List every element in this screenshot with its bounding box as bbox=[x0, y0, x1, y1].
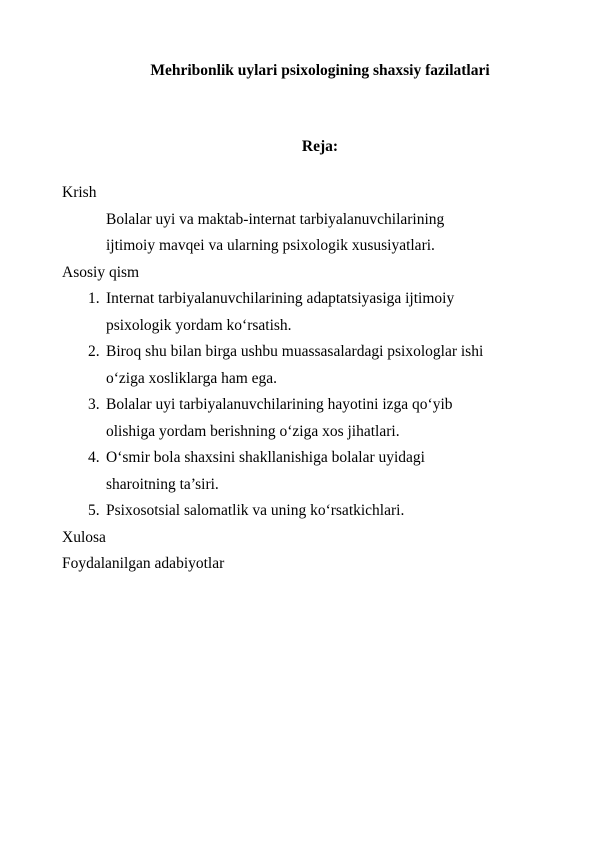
list-item-line-1: O‘smir bola shaxsini shakllanishiga bolalar uyidagi bbox=[106, 449, 425, 466]
list-item bbox=[62, 286, 562, 339]
list-item-number: 4. bbox=[88, 449, 100, 466]
plan-body bbox=[62, 180, 562, 578]
intro-text-line-2: ijtimoiy mavqei va ularning psixologik xususiyatlari. bbox=[106, 237, 435, 254]
list-item-line-1: Psixosotsial salomatlik va uning ko‘rsatkichlari. bbox=[106, 502, 405, 519]
main-items-list bbox=[62, 286, 562, 525]
intro-label: Krish bbox=[62, 184, 97, 201]
intro-text-line-1: Bolalar uyi va maktab-internat tarbiyalanuvchilarining bbox=[106, 210, 445, 228]
list-item-line-1: Biroq shu bilan birga ushbu muassasalardagi psixologlar ishi bbox=[106, 343, 484, 360]
list-item-line-2: olishiga yordam berishning o‘ziga xos jihatlari. bbox=[106, 422, 400, 440]
list-item bbox=[62, 392, 562, 445]
list-item-line-1: Bolalar uyi tarbiyalanuvchilarining hayotini izga qo‘yib bbox=[106, 396, 453, 413]
list-item bbox=[62, 445, 562, 498]
list-item-number: 2. bbox=[88, 343, 100, 360]
intro-text bbox=[62, 207, 562, 260]
plan-heading: Reja: bbox=[301, 138, 339, 155]
document-title: Mehribonlik uylari psixologining shaxsiy fazilatlari bbox=[150, 62, 490, 79]
main-label: Asosiy qism bbox=[62, 263, 140, 281]
list-item-number: 5. bbox=[88, 502, 100, 519]
list-item-number: 3. bbox=[88, 396, 100, 413]
list-item-line-2: psixologik yordam ko‘rsatish. bbox=[106, 316, 292, 334]
list-item-line-2: o‘ziga xosliklarga ham ega. bbox=[106, 369, 278, 387]
conclusion-label: Xulosa bbox=[62, 528, 106, 546]
list-item bbox=[62, 339, 562, 392]
list-item bbox=[62, 498, 562, 525]
list-item-line-1: Internat tarbiyalanuvchilarining adaptatsiyasiga ijtimoiy bbox=[106, 290, 455, 307]
references-label: Foydalanilgan adabiyotlar bbox=[62, 555, 225, 572]
list-item-number: 1. bbox=[88, 290, 100, 307]
list-item-line-2: sharoitning ta’siri. bbox=[106, 475, 219, 493]
